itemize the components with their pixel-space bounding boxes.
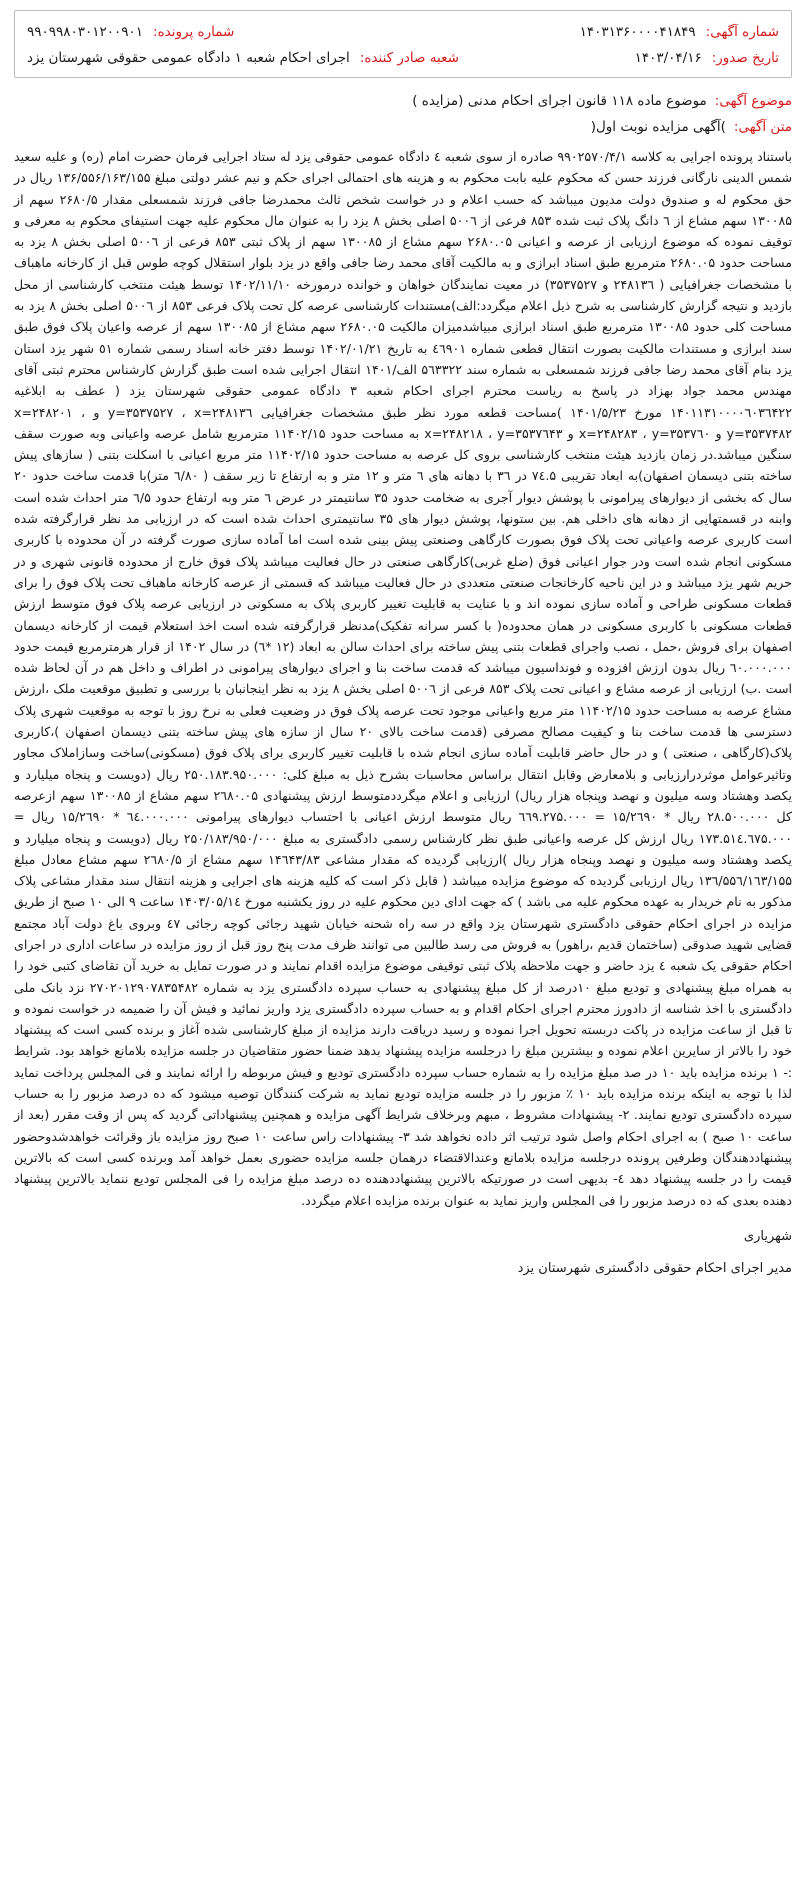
ad-body-paragraph: باستناد پرونده اجرایی به کلاسه ۹۹۰۲۵۷۰/۴/۱ صادره از سوی شعبه ٤ دادگاه عمومی حقوقی یزد له ستاد اجرایی فرمان حضرت امام (ره) و علیه سعید شمس الدینی نارگانی فرزند حسن که محکوم علیه بابت محکوم به و هزینه های احتمالی اجرای حکم و نیم عشر دولتی مبلغ ۱۳۶/۵۵۶/۱۶۳/۱۵۵ ریال در حق محکوم له و صندوق دولت مدیون میباشد که حسب اعلام و در خواست شخص ثالث محمدرضا جافی فرزند شمسعلی مقدار ۲۶۸۰/۵ سهم از ۱۳۰۰۸۵ سهم مشاع از ٦ دانگ پلاک ثبت شده ۸۵۳ فرعی از ۵۰۰٦ اصلی بخش ۸ یزد را به عنوان مال محکوم علیه جهت استیفای محکوم به معرفی و توقیف نموده که موضوع ارزیابی از عرصه و اعیانی ۲۶۸۰.۰۵ سهم مشاع از ۱۳۰۰۸۵ سهم از پلاک ثبتی ۸۵۳ فرعی از ۵۰۰٦ اصلی بخش ۸ یزد به مساحت حدود ۲۶۸۰.۰۵ مترمربع طبق اسناد ابرازی و به مالکیت آقای محمد رضا جافی واقع در یزد بلوار استقلال کوچه طوس قبل از کارخانه ماهباف با مشخصات جغرافیایی ( ۲۴۸۱۳٦ و ۳۵۳۷۵۲۷) در معیت نمایندگان خواهان و خوانده درمورخه ۱۴۰۲/۱۱/۱۰ توسط هیئت منتخب کارشناسی از محل بازدید و نتیجه گزارش کارشناسی به شرح ذیل اعلام میگردد:الف)مستندات کارشناسی عرصه کل تحت پلاک فرعی ۸۵۳ از ۵۰۰٦ اصلی بخش ۸ یزد به مساحت کلی حدود ۱۳۰۰۸۵ مترمربع طبق اسناد ابرازی مبیاشدمیزان مالکیت ۲۶۸۰.۰۵ سهم مشاع از ۱۳۰۰۸۵ سهم از عرصه واعیان پلاک فوق طبق سند ابرازی و مستندات مالکیت بصورت انتقال قطعی شماره ٤٦٩٠۱ به تاریخ ۱۴۰۲/۰۱/۲۱ توسط دفتر خانه اسناد رسمی شماره ٥۱ شهر یزد استان یزد بنام آقای محمد رضا جافی فرزند شمسعلی به شماره سند ۵٦۳۳۲۲ الف/۱۴۰۱ انتقال اجرایی شده است طبق گزارش کارشناس محترم ثبتی آقای مهندس محمد جواد بهزاد در پاسخ به ریاست محترم اجرای احکام شعبه ۳ دادگاه عمومی حقوقی شهرستان یزد ( عطف به ابلاغیه ۱۴۰۱۱۳۱۰۰۰۰٦۰۳٦۴۲۲ مورخ ۱۴۰۱/۵/۲۳ )مساحت قطعه مورد نظر طبق مشخصات جغرافیایی x=۲۴۸۱۳٦ ، y=۳۵۳۷۵۲۷ و x=۲۴۸۲۰۱ ، y=۳۵۳۷۴۸۲ و x=۲۴۸۲۸۳ ، y=۳۵۳۷٦۰ و x=۲۴۸۲۱۸ ، y=۳۵۳۷٦۴۳ به مساحت حدود ۱۱۴۰۲/۱۵ مترمربع شامل عرصه واعیانی وبه صورت سقف سنگین میباشد.در زمان بازدید هیئت منتخب کارشناسی بروی کل عرصه به مساحت حدود ۱۱۴۰۲/۱۵ متر مربع اعیانی با اسکلت بتنی ( سازهای پیش ساخته بتنی دیسمان اصفهان)به ابعاد تقریبی ۷٤.۵ در ۳٦ با دهانه های ٦ متر و ۱۲ متر و به ارتفاع تا زیر سقف ( ٦/۸۰ متر)با قدمت ساخت حدود ۲۰ سال که بخشی از دیوارهای پیرامونی با پوشش دیوار آجری به ضخامت حدود ۳۵ سانتیمتر در عرض ٦ متر وبه ارتفاع حدود ٦/۵ متر احداث شده است وابنه در قسمتهایی از دهانه های داخلی هم. بین ستونها، پوشش دیوار های ۳۵ سانتیمتری احداث شده است که در ارزیابی مد نظر قرارگرفته شده است کاربری عرصه واعیانی تحت پلاک فوق بصورت کارگاهی وصنعتی پیش بینی شده است اما آماده سازی صورت گرفته در آن محدوده با کاربری مسکونی انجام شده است ودر جوار اعیانی فوق (ضلع غربی)کارگاهی صنعتی در حال فعالیت میباشد پلاک فوق خارج از محدوده قانونی شهری و در حریم شهر یزد میباشد و در این ناحیه کارخانجات صنعتی متعددی در حال فعالیت میباشد که قسمتی از عرصه کارخانه ماهباف تحت پلاک فوق را برای قطعات مسکونی طراحی و آماده سازی نموده اند و با عنایت به قابلیت تغییر کاربری پلاک به مسکونی در ارزیابی عرصه پلاک فوق متوسط ارزش قطعات مسکونی با کاربری مسکونی در همان محدوده( با کسر سرانه تفکیک)مدنظر قرارگرفته شده است اخذ استعلام قیمت از کارخانه دیسمان اصفهان برای فروش ،حمل ، نصب واجرای قطعات بتنی پیش ساخته برای احداث سالن به ابعاد (۱۲ *٦) در سال ۱۴۰۲ از قرار هرمترمربع قیمت حدود ٦۰.۰۰۰.۰۰۰ ریال بدون ارزش افزوده و فونداسیون میباشد که قدمت ساخت بنا و اجرای دیوارهای پیرامونی در اطراف و داخل هم در آن لحاظ شده است .ب) ارزیابی از عرصه مشاع و اعیانی تحت پلاک ۸۵۳ فرعی از ۵۰۰٦ اصلی بخش ۸ یزد به نظر اینجانبان با بررسی و تطبیق موقعیت ملک ،ارزش مشاع عرصه به مساحت حدود ۱۱۴۰۲/۱۵ متر مربع واعیانی موجود تحت عرصه پلاک فوق در وضعیت فعلی به نرخ روز با توجه به موقعیت شهری پلاک دسترسی ها قدمت ساخت بنا و کیفیت مصالح مصرفی (قدمت ساخت بالای ۲۰ سال از سازه های پیش ساخته بتنی دیسمان اصفهان )،کاربری پلاک(کارگاهی ، صنعتی ) و در حال حاضر قابلیت آماده سازی انجام شده با قابلیت تغییر کاربری برای پلاک فوق (مسکونی)ساخت وسازاملاک مجاور وتاثیرعوامل موثردرارزیابی و بلامعارض وقابل انتقال براساس محاسبات بشرح ذیل به مبلغ کلی: ۲۵۰.۱۸۳.۹۵۰.۰۰۰ ریال (دویست و پنجاه میلیارد و یکصد وهشتاد وسه میلیون و نهصد وپنجاه هزار ریال) ارزیابی و اعلام میگرددمتوسط ارزش پیشنهادی ۲٦۸۰.۰۵ سهم مشاع از ۱۳۰۰۸۵ سهم ازعرصه کل ۲۸.۵۰۰.۰۰۰ ریال * ۱۵/۲٦۹۰ = ٦٦۹.۲۷۵.۰۰۰ ریال متوسط ارزش اعیانی با احتساب دیوارهای پیرامونی ٦٤.۰۰۰.۰۰۰ * ۱۵/۲٦۹۰ ریال = ۱۷۳.۵۱٤.٦۷۵.۰۰۰ ریال ارزش کل عرصه واعیانی طبق نظر کارشناس رسمی دادگستری به مبلغ ۲۵۰/۱۸۳/۹۵۰/۰۰۰ ریال (دویست و پنجاه میلیارد و یکصد وهشتاد وسه میلیون و نهصد وپنجاه هزار ریال )ارزیابی گردیده که مقدار مشاعی ۱۴٦۴۳/۸۳ سهم مشاع از ۲٦۸۰/۵ سهم مشاع معادل مبلغ ۱۳٦/۵۵٦/۱٦۳/۱۵۵ ریال ارزیابی گردیده که موضوع مزایده میباشد ( قابل ذکر است که کلیه هزینه های اجرایی و هزینه انتقال سند مقدار مشاعی پلاک مذکور به نام خریدار به عهده محکوم علیه می باشد ) که جهت ادای دین محکوم علیه در روز یکشنبه مورخ ۱۴۰۳/۰۵/۱٤ ساعت ۹ الی ۱۰ صبح از طریق مزایده در اجرای احکام حقوقی دادگستری شهرستان یزد واقع در سه راه شحنه خیابان شهید رجائی کوچه رجائی ٤۷ وبروی باغ دولت آباد مجتمع قضایی شهید صدوقی (ساختمان قدیم ،راهور) به فروش می رسد طالبین می توانند ظرف مدت پنج روز قبل از روز مزایده در ساعات اداری در اجرای احکام حقوقی یک شعبه ٤ یزد حاضر و جهت ملاحظه پلاک ثبتی توقیفی موضوع مزایده اقدام نمایند و در صورت تمایل به خرید آن تقاضای کتبی خود را به همراه مبلغ پیشنهادی و تودیع مبلغ ۱۰درصد از کل مبلغ پیشنهادی به حساب سپرده دادگستری یزد به شماره ۲۷۰۲۰۱۲۹۰۷۸۳۵۴۸۲ نزد بانک ملی دادگستری با اخذ شناسه از دادورز محترم اجرای احکام اقدام و به حساب سپرده دادگستری یزد واریز نمائید و فیش آن را ضمیمه در خواست نموده و تا قبل از ساعت مزایده در پاکت دربسته تحویل اجرا نموده و رسید دریافت دارند مزایده از مبلغ کارشناسی شده آغاز و برنده کسی است که پیشنهاد خود را بالاتر از سایرین اعلام نموده و بیشترین مبلغ را درجلسه مزایده پیشنهاد بدهد ضمنا حضور متقاضیان در جلسه مزایده بلامانع خواهد بود. شرایط :- ۱ برنده مزایده باید ۱۰ در صد مبلغ مزایده را به شماره حساب سپرده دادگستری تودیع و فیش مربوطه را ارائه نمایند و فی المجلس پرداخت نماید لذا با توجه به اینکه برنده مزایده باید ۱۰ ٪ مزبور را در جلسه مزایده تودیع نماید به شرکت کنندگان توصیه میشود که ده درصد مزبور را به حساب سپرده دادگستری تودیع نمایند. ۲- پیشنهادات مشروط ، مبهم وبرخلاف شرایط آگهی مزایده و همچنین پیشنهاداتی گردید که پس از وقت مقرر (بعد از ساعت ۱۰ صبح ) به اجرای احکام واصل شود ترتیب اثر داده نخواهد شد ۳- پیشنهادات راس ساعت ۱۰ صبح روز مزایده باز وقرائت خواهدشدوحضور پیشنهاددهندگان وطرفین پرونده درجلسه مزایده بلامانع وعندالاقتضاء درهمان جلسه مزایده حضوری بعمل خواهد آمد وبرنده کسی است که بالاترین قیمت را در جلسه پیشنهاد دهد ٤- بدیهی است در صورتیکه بالاترین پیشنهاددهنده ده درصد مبلغ مزایده را فی المجلس تودیع ننماید بالاترین پیشنهاد دهنده بعدی که ده درصد مزبور را فی المجلس واریز نماید به عنوان برنده مزایده اعلام میگردد. [14, 149, 793, 1208]
case-number-value: ۹۹۰۹۹۸۰۳۰۱۲۰۰۹۰۱ [27, 24, 144, 40]
issue-date-label: تاریخ صدور: [711, 50, 779, 66]
issue-date [635, 45, 779, 71]
case-number-label: شماره پرونده: [153, 24, 235, 40]
subject-label: موضوع آگهی: [714, 93, 792, 109]
text-title-row [14, 114, 792, 140]
ad-header [14, 88, 792, 140]
issuing-branch-label: شعبه صادر کننده: [359, 50, 459, 66]
ad-footer [14, 1225, 792, 1281]
ad-number [580, 19, 779, 45]
meta-row-2 [27, 45, 779, 71]
issuing-branch [27, 45, 459, 71]
subject-value: موضوع ماده ۱۱۸ قانون اجرای احکام مدنی (مزایده ) [412, 93, 707, 109]
ad-meta-box [14, 10, 792, 78]
ad-number-label: شماره آگهی: [705, 24, 779, 40]
signature-title: مدیر اجرای احکام حقوقی دادگستری شهرستان یزد [517, 1260, 792, 1276]
case-number [27, 19, 234, 45]
meta-row-1 [27, 19, 779, 45]
ad-number-value: ۱۴۰۳۱۳۶۰۰۰۰۴۱۸۴۹ [579, 24, 696, 40]
signature-name: شهریاری [743, 1228, 792, 1244]
text-label: متن آگهی: [733, 119, 792, 135]
ad-body [14, 146, 792, 1211]
issuing-branch-value: اجرای احکام شعبه ۱ دادگاه عمومی حقوقی شهرستان یزد [27, 50, 350, 66]
text-title: )آگهی مزایده نوبت اول( [590, 119, 726, 135]
issue-date-value: ۱۴۰۳/۰۴/۱۶ [634, 50, 702, 66]
subject-row [14, 88, 792, 114]
